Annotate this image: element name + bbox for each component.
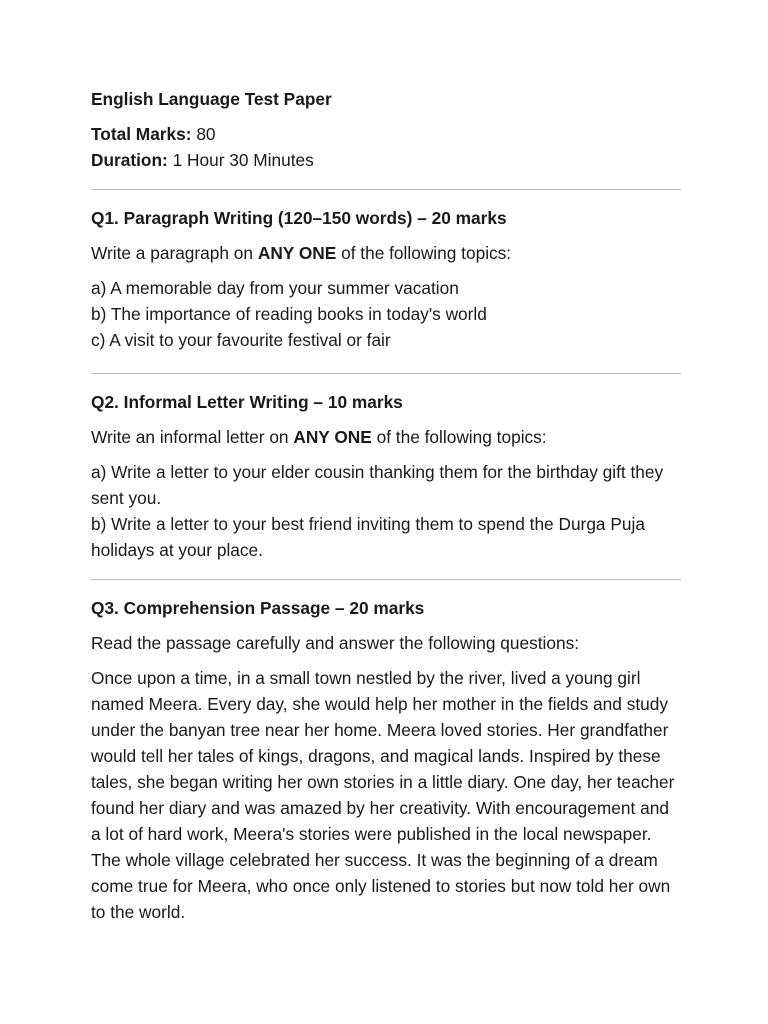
- total-marks-line: [91, 121, 681, 147]
- total-marks-value: 80: [191, 124, 216, 144]
- question-1-instruction-post: of the following topics:: [336, 243, 512, 263]
- question-2: [91, 389, 681, 563]
- question-1-option-a: a) A memorable day from your summer vacation: [91, 278, 459, 298]
- question-2-instruction: [91, 424, 681, 450]
- test-paper: [91, 86, 681, 925]
- question-2-instruction-emphasis: ANY ONE: [293, 427, 372, 447]
- question-1-instruction-pre: Write a paragraph on: [91, 243, 258, 263]
- section-divider: [91, 189, 681, 190]
- question-1-option-b: b) The importance of reading books in today's world: [91, 304, 487, 324]
- question-1-heading: Q1. Paragraph Writing (120–150 words) – 20 marks: [91, 208, 507, 228]
- question-1-instruction-emphasis: ANY ONE: [257, 243, 337, 263]
- question-3-heading: Q3. Comprehension Passage – 20 marks: [91, 598, 425, 618]
- duration-line: [91, 147, 681, 173]
- section-divider: [91, 579, 681, 580]
- question-2-instruction-post: of the following topics:: [371, 427, 547, 447]
- question-1-option-c: c) A visit to your favourite festival or fair: [91, 330, 391, 350]
- question-3: [91, 595, 681, 925]
- duration-value: 1 Hour 30 Minutes: [167, 150, 314, 170]
- question-2-option-a: a) Write a letter to your elder cousin thanking them for the birthday gift they sent you.: [91, 462, 664, 508]
- total-marks-label: Total Marks:: [91, 124, 192, 144]
- question-2-option-b: b) Write a letter to your best friend inviting them to spend the Durga Puja holidays at your place.: [91, 514, 645, 560]
- question-2-instruction-pre: Write an informal letter on: [91, 427, 294, 447]
- question-3-instruction: Read the passage carefully and answer the following questions:: [91, 633, 580, 653]
- paper-title: English Language Test Paper: [91, 89, 332, 109]
- comprehension-passage: Once upon a time, in a small town nestled by the river, lived a young girl named Meera. Every day, she would help her mother in the fields and study under the banyan tree near her home. Meera loved stories. Her grandfather would tell her tales of kings, dragons, and magical lands. Inspired by these tales, she began writing her own stories in a little diary. One day, her teacher found her diary and was amazed by her creativity. With encouragement and a lot of hard work, Meera's stories were published in the local newspaper. The whole village celebrated her success. It was the beginning of a dream come true for Meera, who once only listened to stories but now told her own to the world.: [91, 668, 675, 922]
- section-divider: [91, 373, 681, 374]
- question-1-instruction: [91, 240, 681, 266]
- question-1: [91, 205, 681, 353]
- question-2-heading: Q2. Informal Letter Writing – 10 marks: [91, 392, 403, 412]
- duration-label: Duration:: [91, 150, 168, 170]
